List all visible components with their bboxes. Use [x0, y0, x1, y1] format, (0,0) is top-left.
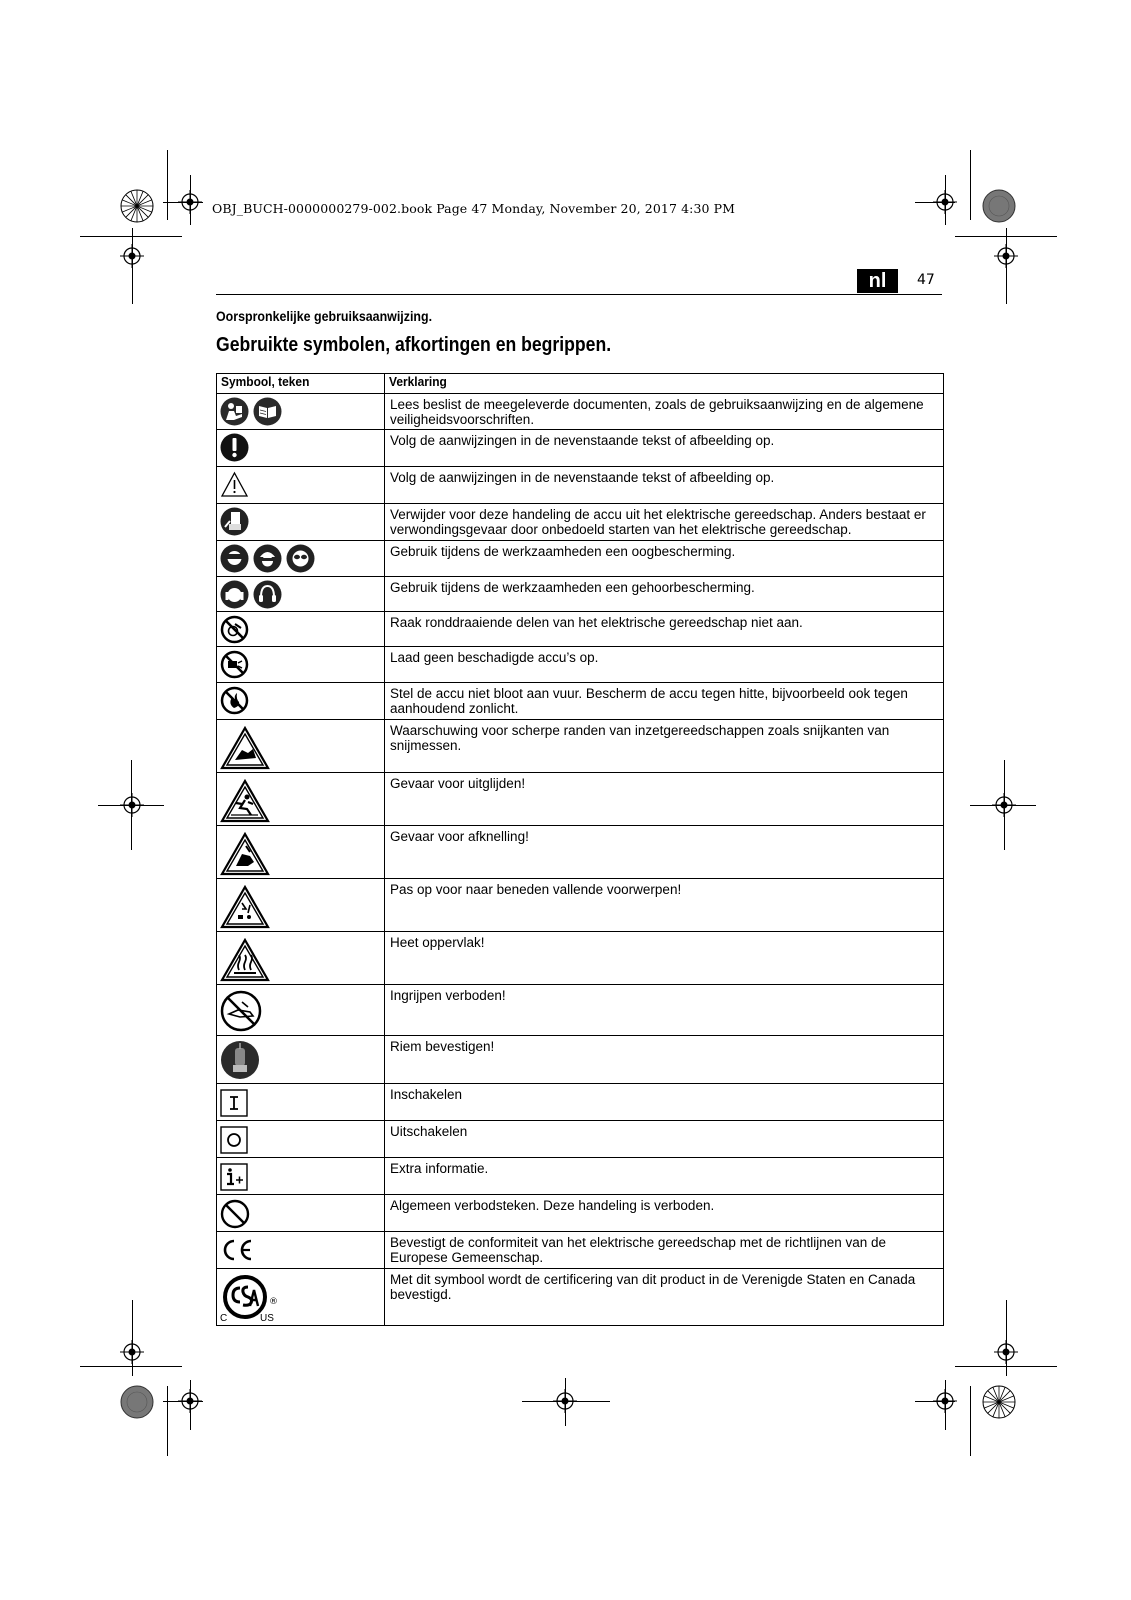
no-fire-battery-icon: [220, 686, 249, 715]
row-description: Stel de accu niet bloot aan vuur. Bescherm de accu tegen hitte, bijvoorbeeld ook tegen aanhoudend zonlicht.: [385, 683, 944, 720]
section-title: Gebruikte symbolen, afkortingen en begrippen.: [216, 334, 612, 356]
fasten-belt-icon: [220, 1040, 260, 1080]
table-row: [217, 647, 944, 683]
row-description: Algemeen verbodsteken. Deze handeling is verboden.: [385, 1195, 944, 1232]
row-description: Ingrijpen verboden!: [385, 985, 944, 1036]
row-description: Volg de aanwijzingen in de nevenstaande tekst of afbeelding op.: [385, 467, 944, 504]
no-charge-damaged-icon: [220, 650, 249, 679]
row-description: Extra informatie.: [385, 1158, 944, 1195]
table-row: [217, 541, 944, 577]
registration-target-icon: [553, 1389, 577, 1413]
document-subtitle: Oorspronkelijke gebruiksaanwijzing.: [216, 309, 433, 324]
helmet-visor-icon: [253, 544, 282, 573]
table-row: [217, 683, 944, 720]
crush-warning-icon: [220, 832, 270, 876]
table-row: [217, 773, 944, 826]
ear-protection-icon: [220, 580, 249, 609]
warning-triangle-icon: [220, 470, 249, 499]
table-row: [217, 1036, 944, 1084]
falling-objects-warning-icon: [220, 885, 270, 929]
table-row: [217, 612, 944, 647]
sharp-edges-warning-icon: [220, 726, 270, 770]
table-row: [217, 1269, 944, 1326]
no-reach-in-icon: [220, 990, 262, 1032]
table-row: [217, 394, 944, 430]
header-rule: [216, 294, 942, 295]
no-touch-rotating-icon: [220, 615, 249, 644]
row-description: Verwijder voor deze handeling de accu uit het elektrische gereedschap. Anders bestaat er verwondingsgevaar door onbedoeld starten van het elektrische gereedschap.: [385, 504, 944, 541]
registered-mark: ®: [269, 1297, 278, 1307]
table-row: [217, 1158, 944, 1195]
table-row: [217, 1121, 944, 1158]
table-row: [217, 430, 944, 467]
column-header-explanation: Verklaring: [385, 374, 944, 394]
table-row: [217, 504, 944, 541]
power-off-icon: [220, 1126, 248, 1154]
starburst-mark-icon: [120, 189, 154, 223]
row-description: Volg de aanwijzingen in de nevenstaande tekst of afbeelding op.: [385, 430, 944, 467]
print-header: OBJ_BUCH-0000000279-002.book Page 47 Monday, November 20, 2017 4:30 PM: [212, 201, 736, 216]
registration-target-icon: [992, 793, 1016, 817]
row-description: Raak ronddraaiende delen van het elektrische gereedschap niet aan.: [385, 612, 944, 647]
extra-info-icon: [220, 1163, 248, 1191]
registration-target-icon: [994, 244, 1018, 268]
row-description: Laad geen beschadigde accu’s op.: [385, 647, 944, 683]
prohibition-icon: [220, 1199, 250, 1229]
row-description: Lees beslist de meegeleverde documenten, zoals de gebruiksaanwijzing en de algemene veiligheidsvoorschriften.: [385, 394, 944, 430]
table-row: [217, 879, 944, 932]
registration-target-icon: [120, 1340, 144, 1364]
row-description: Uitschakelen: [385, 1121, 944, 1158]
row-description: Met dit symbool wordt de certificering van dit product in de Verenigde Staten en Canada bevestigd.: [385, 1269, 944, 1326]
gray-dot-mark-icon: [982, 189, 1016, 223]
row-description: Heet oppervlak!: [385, 932, 944, 985]
page-number: 47: [917, 272, 935, 288]
book-icon: [253, 397, 282, 426]
csa-label-us: US: [260, 1313, 274, 1324]
csa-label-c: C: [220, 1313, 228, 1324]
symbols-table: [216, 373, 944, 1326]
column-header-symbol: Symbool, teken: [217, 374, 385, 394]
registration-target-icon: [178, 1389, 202, 1413]
safety-goggles-icon: [286, 544, 315, 573]
table-row: [217, 577, 944, 612]
ear-muff-icon: [253, 580, 282, 609]
registration-target-icon: [120, 793, 144, 817]
table-row: [217, 826, 944, 879]
row-description: Waarschuwing voor scherpe randen van inzetgereedschappen zoals snijkanten van snijmessen.: [385, 720, 944, 773]
registration-target-icon: [178, 190, 202, 214]
registration-target-icon: [933, 190, 957, 214]
row-description: Pas op voor naar beneden vallende voorwerpen!: [385, 879, 944, 932]
row-description: Gebruik tijdens de werkzaamheden een gehoorbescherming.: [385, 577, 944, 612]
mandatory-exclamation-icon: [220, 433, 249, 462]
registration-target-icon: [120, 244, 144, 268]
table-row: [217, 720, 944, 773]
row-description: Inschakelen: [385, 1084, 944, 1121]
table-row: [217, 1195, 944, 1232]
row-description: Gevaar voor uitglijden!: [385, 773, 944, 826]
registration-target-icon: [994, 1340, 1018, 1364]
read-manual-icon: [220, 397, 249, 426]
table-row: [217, 1084, 944, 1121]
row-description: Gebruik tijdens de werkzaamheden een oogbescherming.: [385, 541, 944, 577]
row-description: Bevestigt de conformiteit van het elektrische gereedschap met de richtlijnen van de Europese Gemeenschap.: [385, 1232, 944, 1269]
starburst-mark-icon: [982, 1385, 1016, 1419]
language-tab: nl: [857, 269, 898, 293]
slip-warning-icon: [220, 779, 270, 823]
power-on-icon: [220, 1089, 248, 1117]
table-row: [217, 1232, 944, 1269]
ce-mark-icon: [220, 1238, 254, 1262]
table-row: [217, 932, 944, 985]
hot-surface-warning-icon: [220, 938, 270, 982]
gray-dot-mark-icon: [120, 1385, 154, 1419]
table-row: [217, 467, 944, 504]
row-description: Gevaar voor afknelling!: [385, 826, 944, 879]
row-description: Riem bevestigen!: [385, 1036, 944, 1084]
table-header-row: [217, 374, 944, 394]
remove-battery-icon: [220, 507, 249, 536]
table-row: [217, 985, 944, 1036]
registration-target-icon: [933, 1389, 957, 1413]
face-shield-icon: [220, 544, 249, 573]
